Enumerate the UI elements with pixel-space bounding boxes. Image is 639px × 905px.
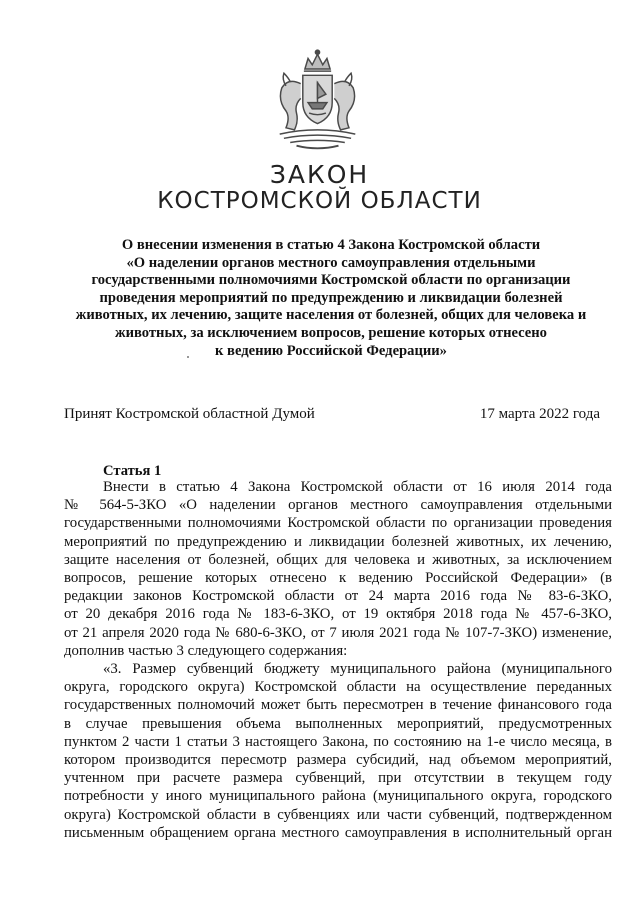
paragraph-line: «3. Размер субвенций бюджету муниципального района (муниципального (103, 661, 612, 678)
paragraph-line: письменным обращением органа местного самоуправления в исполнительный орган (64, 824, 612, 841)
subject-line: О внесении изменения в статью 4 Закона Костромской области (121, 237, 541, 253)
law-region-title: КОСТРОМСКОЙ ОБЛАСТИ (157, 188, 482, 214)
paragraph-line: редакции законов Костромской области от 24 марта 2016 года № 83-6-ЗКО, (64, 588, 612, 605)
paragraph-line: Внести в статью 4 Закона Костромской области от 16 июля 2014 года (103, 479, 612, 495)
paragraph-line: государственных полномочий может быть пересмотрен в течение финансового года (64, 697, 612, 714)
paragraph-line: котором производится пересмотр размера субсидий, над объемом мероприятий, (64, 752, 612, 769)
article-body (64, 478, 612, 842)
paragraph-line: дополнив частью 3 следующего содержания: (64, 642, 348, 659)
law-title: ЗАКОН (269, 160, 370, 189)
kostroma-coat-of-arms-icon (265, 48, 370, 153)
subject-line: «О наделении органов местного самоуправления отдельными (126, 254, 536, 271)
paragraph-line: № 564-5-ЗКО «О наделении органов местного самоуправления отдельными (64, 497, 612, 514)
subject-line: государственными полномочиями Костромской области по организации (91, 272, 571, 289)
scan-speck (187, 356, 189, 358)
adopted-by: Принят Костромской областной Думой (64, 406, 315, 422)
subject-line: животных, за исключением вопросов, решение которых отнесено (115, 324, 547, 341)
paragraph-line: от 21 апреля 2020 года № 680-6-ЗКО, от 7 июля 2021 года № 107-7-ЗКО) изменение, (64, 624, 612, 641)
subject-line: проведения мероприятий по предупреждению и ликвидации болезней (99, 289, 563, 306)
subject-line: животных, их лечению, защите населения от болезней, общих для человека и (75, 307, 587, 324)
paragraph-line: мероприятий по предупреждению и ликвидации болезней животных, их лечению, (64, 533, 612, 550)
paragraph-line: вопросов, решение которых отнесено к ведению Российской Федерации» (в (64, 570, 612, 587)
paragraph-line: округа) Костромской области в субвенциях или части субвенций, подтвержденном (64, 806, 612, 823)
paragraph-line: в случае превышения объема выполненных мероприятий, предусмотренных (64, 715, 612, 732)
adoption-date: 17 марта 2022 года (479, 406, 600, 422)
article-heading: Статья 1 (103, 463, 162, 479)
paragraph-line: от 20 декабря 2016 года № 183-6-ЗКО, от 19 октября 2018 года № 457-6-ЗКО, (64, 606, 612, 623)
paragraph-line: учтенном при расчете размера субвенций, при отсутствии в текущем году (64, 770, 612, 787)
law-subject (66, 237, 596, 360)
paragraph-line: защите населения от болезней, общих для человека и животных, за исключением (64, 551, 612, 568)
subject-line: к ведению Российской Федерации» (215, 342, 447, 359)
paragraph-line: пунктом 2 части 1 статьи 3 настоящего Закона, по состоянию на 1-е число месяца, в (64, 733, 612, 750)
paragraph-line: округа, городского округа) Костромской области на осуществление переданных (64, 679, 612, 696)
paragraph-line: государственными полномочиями Костромской области по организации проведения (64, 515, 612, 532)
paragraph-line: потребности у иного муниципального района (муниципального округа, городского (64, 788, 612, 805)
